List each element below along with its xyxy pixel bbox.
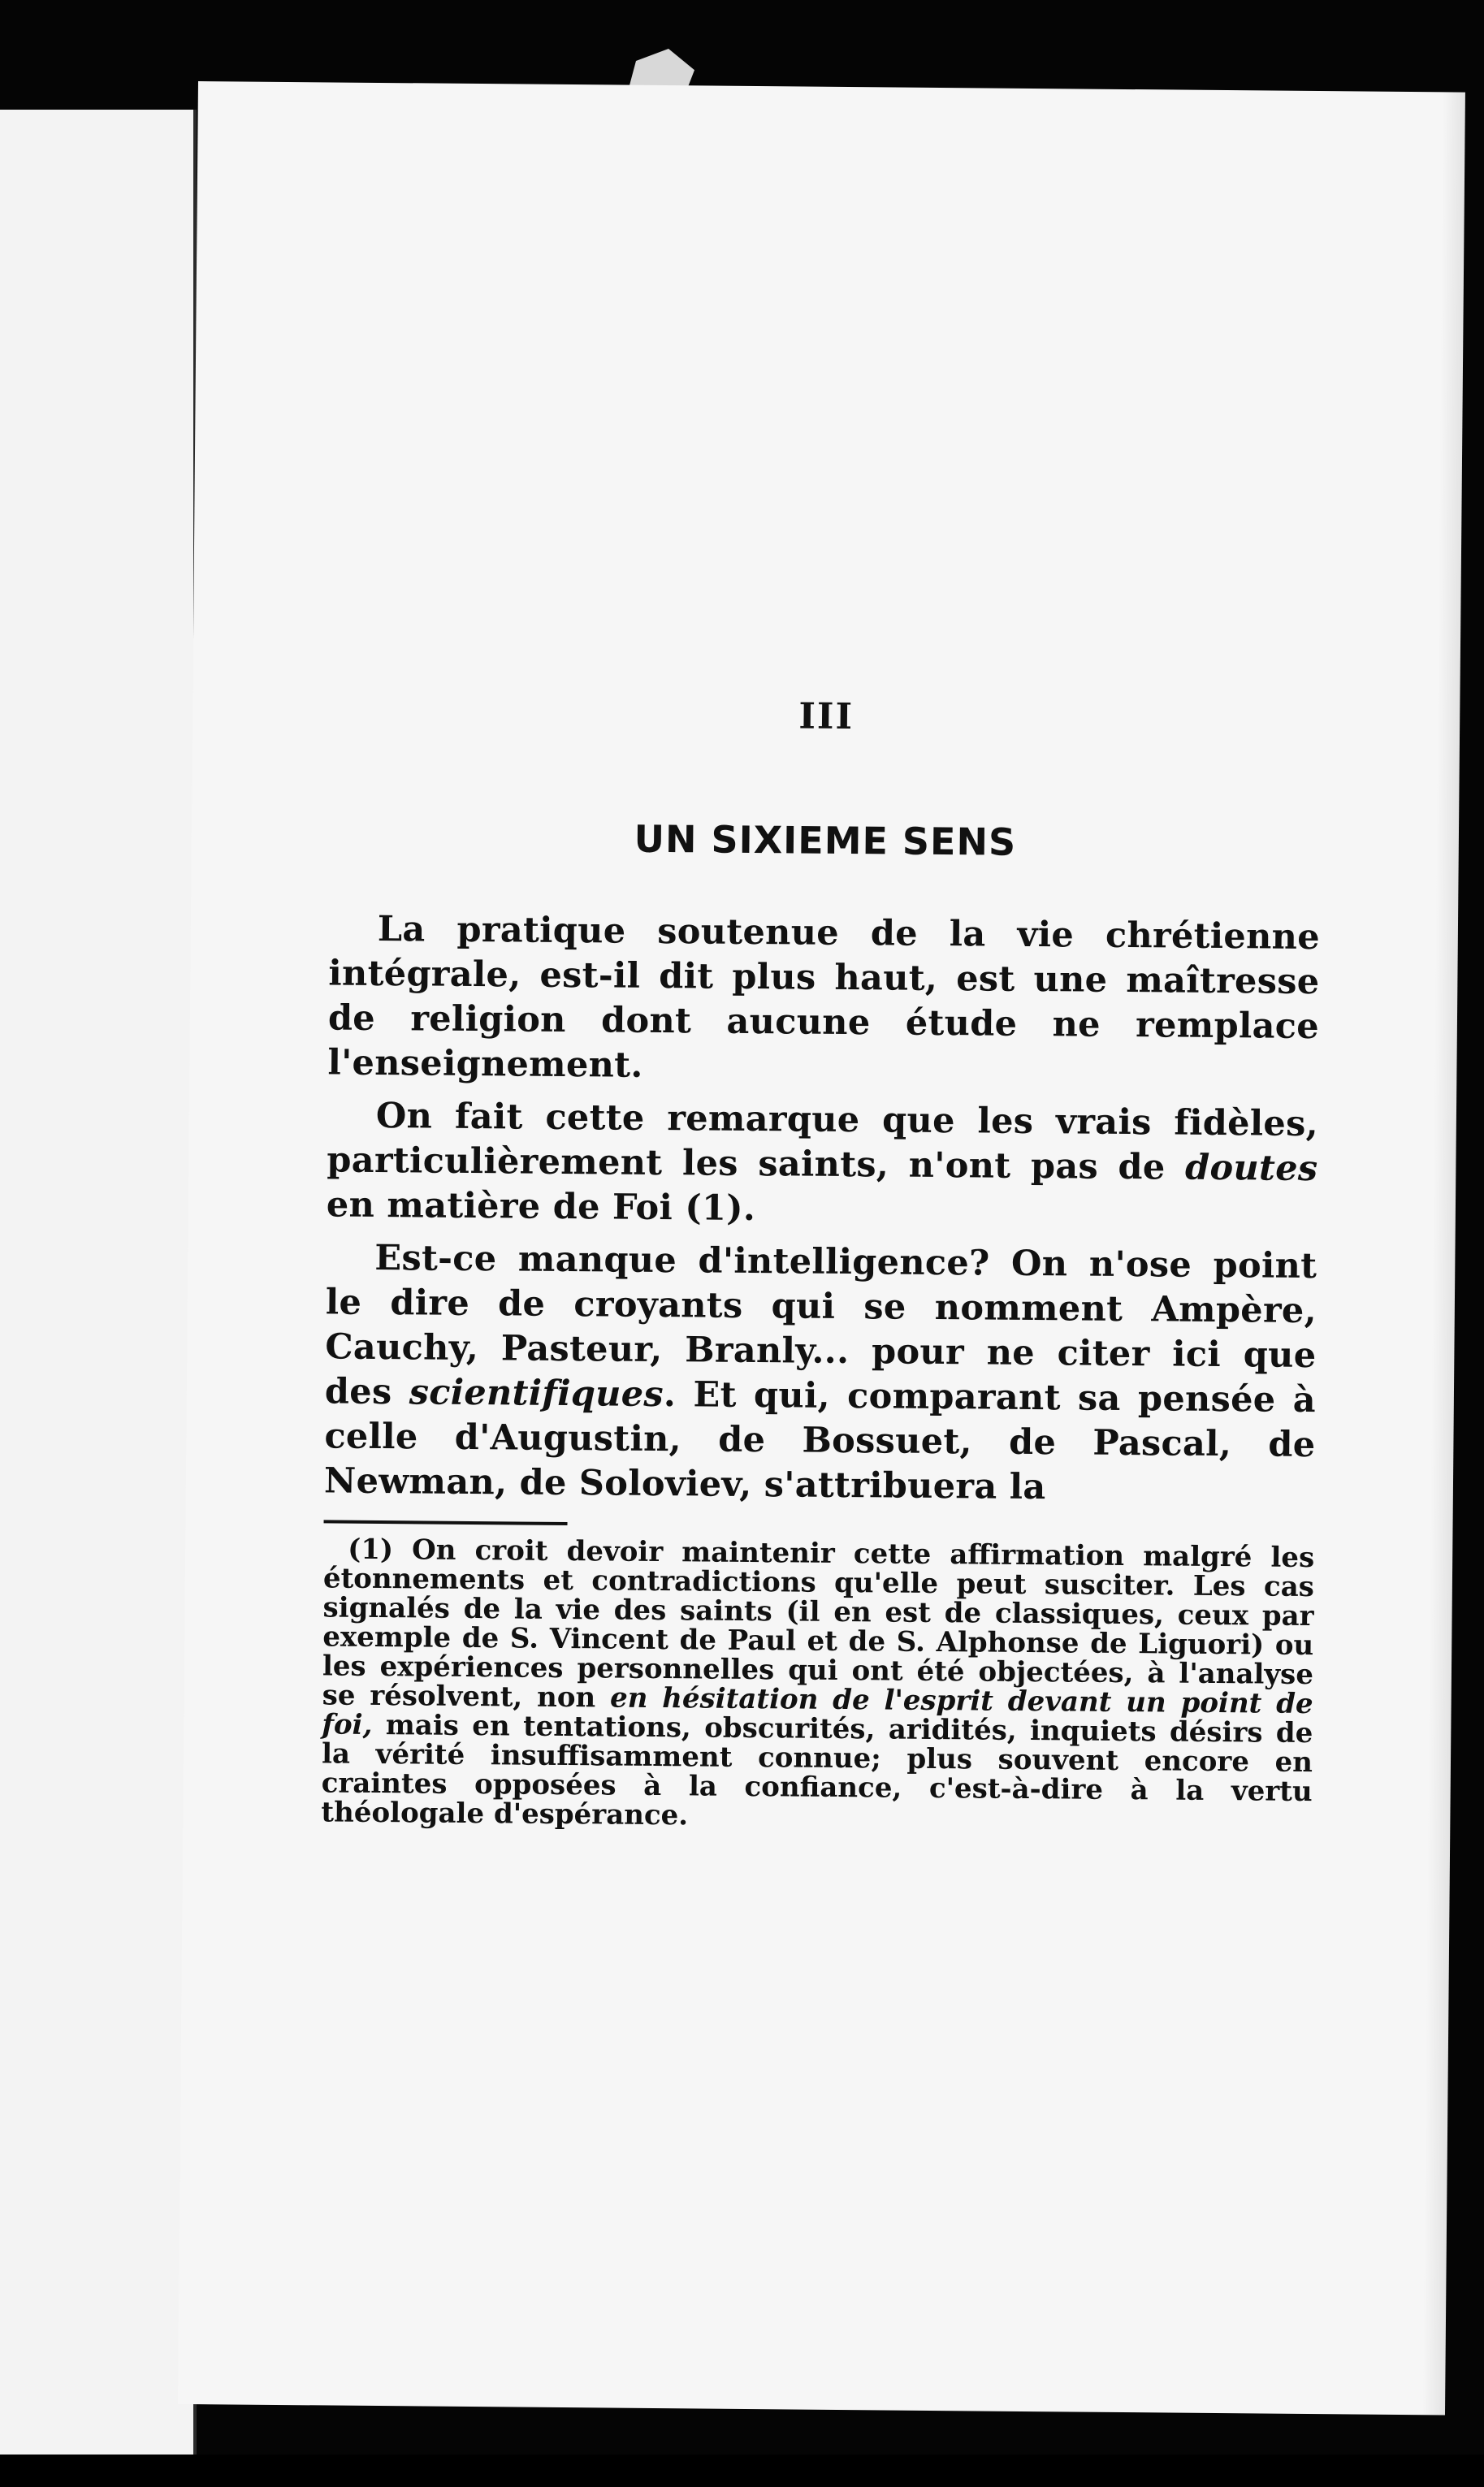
- chapter-title: UN SIXIEME SENS: [634, 816, 1017, 864]
- left-facing-page: [0, 110, 197, 2465]
- page-text: [321, 691, 1322, 1836]
- paragraph-3-italic: scientifiques: [409, 1372, 664, 1416]
- paragraph-3-text: Est-ce manque d'intelligence? On n'ose point le dire de croyants qui se nomment Ampère, Cauchy, Pasteur, Branly... pour ne citer ici que des: [324, 1237, 1317, 1413]
- paragraph-1-text: La pratique soutenue de la vie chrétienne intégrale, est-il dit plus haut, est une maîtresse de religion dont aucune étude ne remplace l'enseignement.: [327, 908, 1321, 1086]
- paragraph-2: [327, 1093, 1318, 1236]
- paragraph-3: [324, 1235, 1317, 1512]
- paragraph-2-text: On fait cette remarque que les vrais fidèles, particulièrement les saints, n'ont pas de: [327, 1095, 1319, 1188]
- book-page: [178, 81, 1465, 2416]
- footnote-text: (1) On croit devoir maintenir cette affirmation malgré les étonnements et contradictions qu'elle peut susciter. Les cas signalés de la vie des saints (il en est de classiques, ceux par exemple de S. Vincent de Paul et de S. Alphonse de Liguori) ou les expériences personnelles qui ont été objectées, à l'analyse se résolvent, non: [322, 1533, 1315, 1715]
- chapter-number: III: [798, 695, 854, 738]
- paragraph-2-italic: doutes: [1184, 1147, 1318, 1190]
- paragraph-3-text-end: . Et qui, comparant sa pensée à celle d'Augustin, de Bossuet, de Pascal, de Newman, de Soloviev, s'attribuera la: [323, 1374, 1317, 1508]
- footnote-italic: en hésitation de l'esprit devant un point de foi,: [322, 1681, 1313, 1741]
- page-edge-shadow: [1422, 92, 1465, 2415]
- paragraph-1: [327, 906, 1320, 1094]
- scan-bottom-edge: [0, 2455, 1484, 2487]
- footnote-separator: [324, 1520, 568, 1525]
- footnote: [321, 1534, 1314, 1836]
- paragraph-2-text-end: en matière de Foi (1).: [326, 1184, 756, 1230]
- footnote-text-end: mais en tentations, obscurités, aridités, inquiets désirs de la vérité insuffisamment connue; plus souvent encore en craintes opposées à la confiance, c'est-à-dire à la vertu théologale d'espérance.: [321, 1708, 1313, 1832]
